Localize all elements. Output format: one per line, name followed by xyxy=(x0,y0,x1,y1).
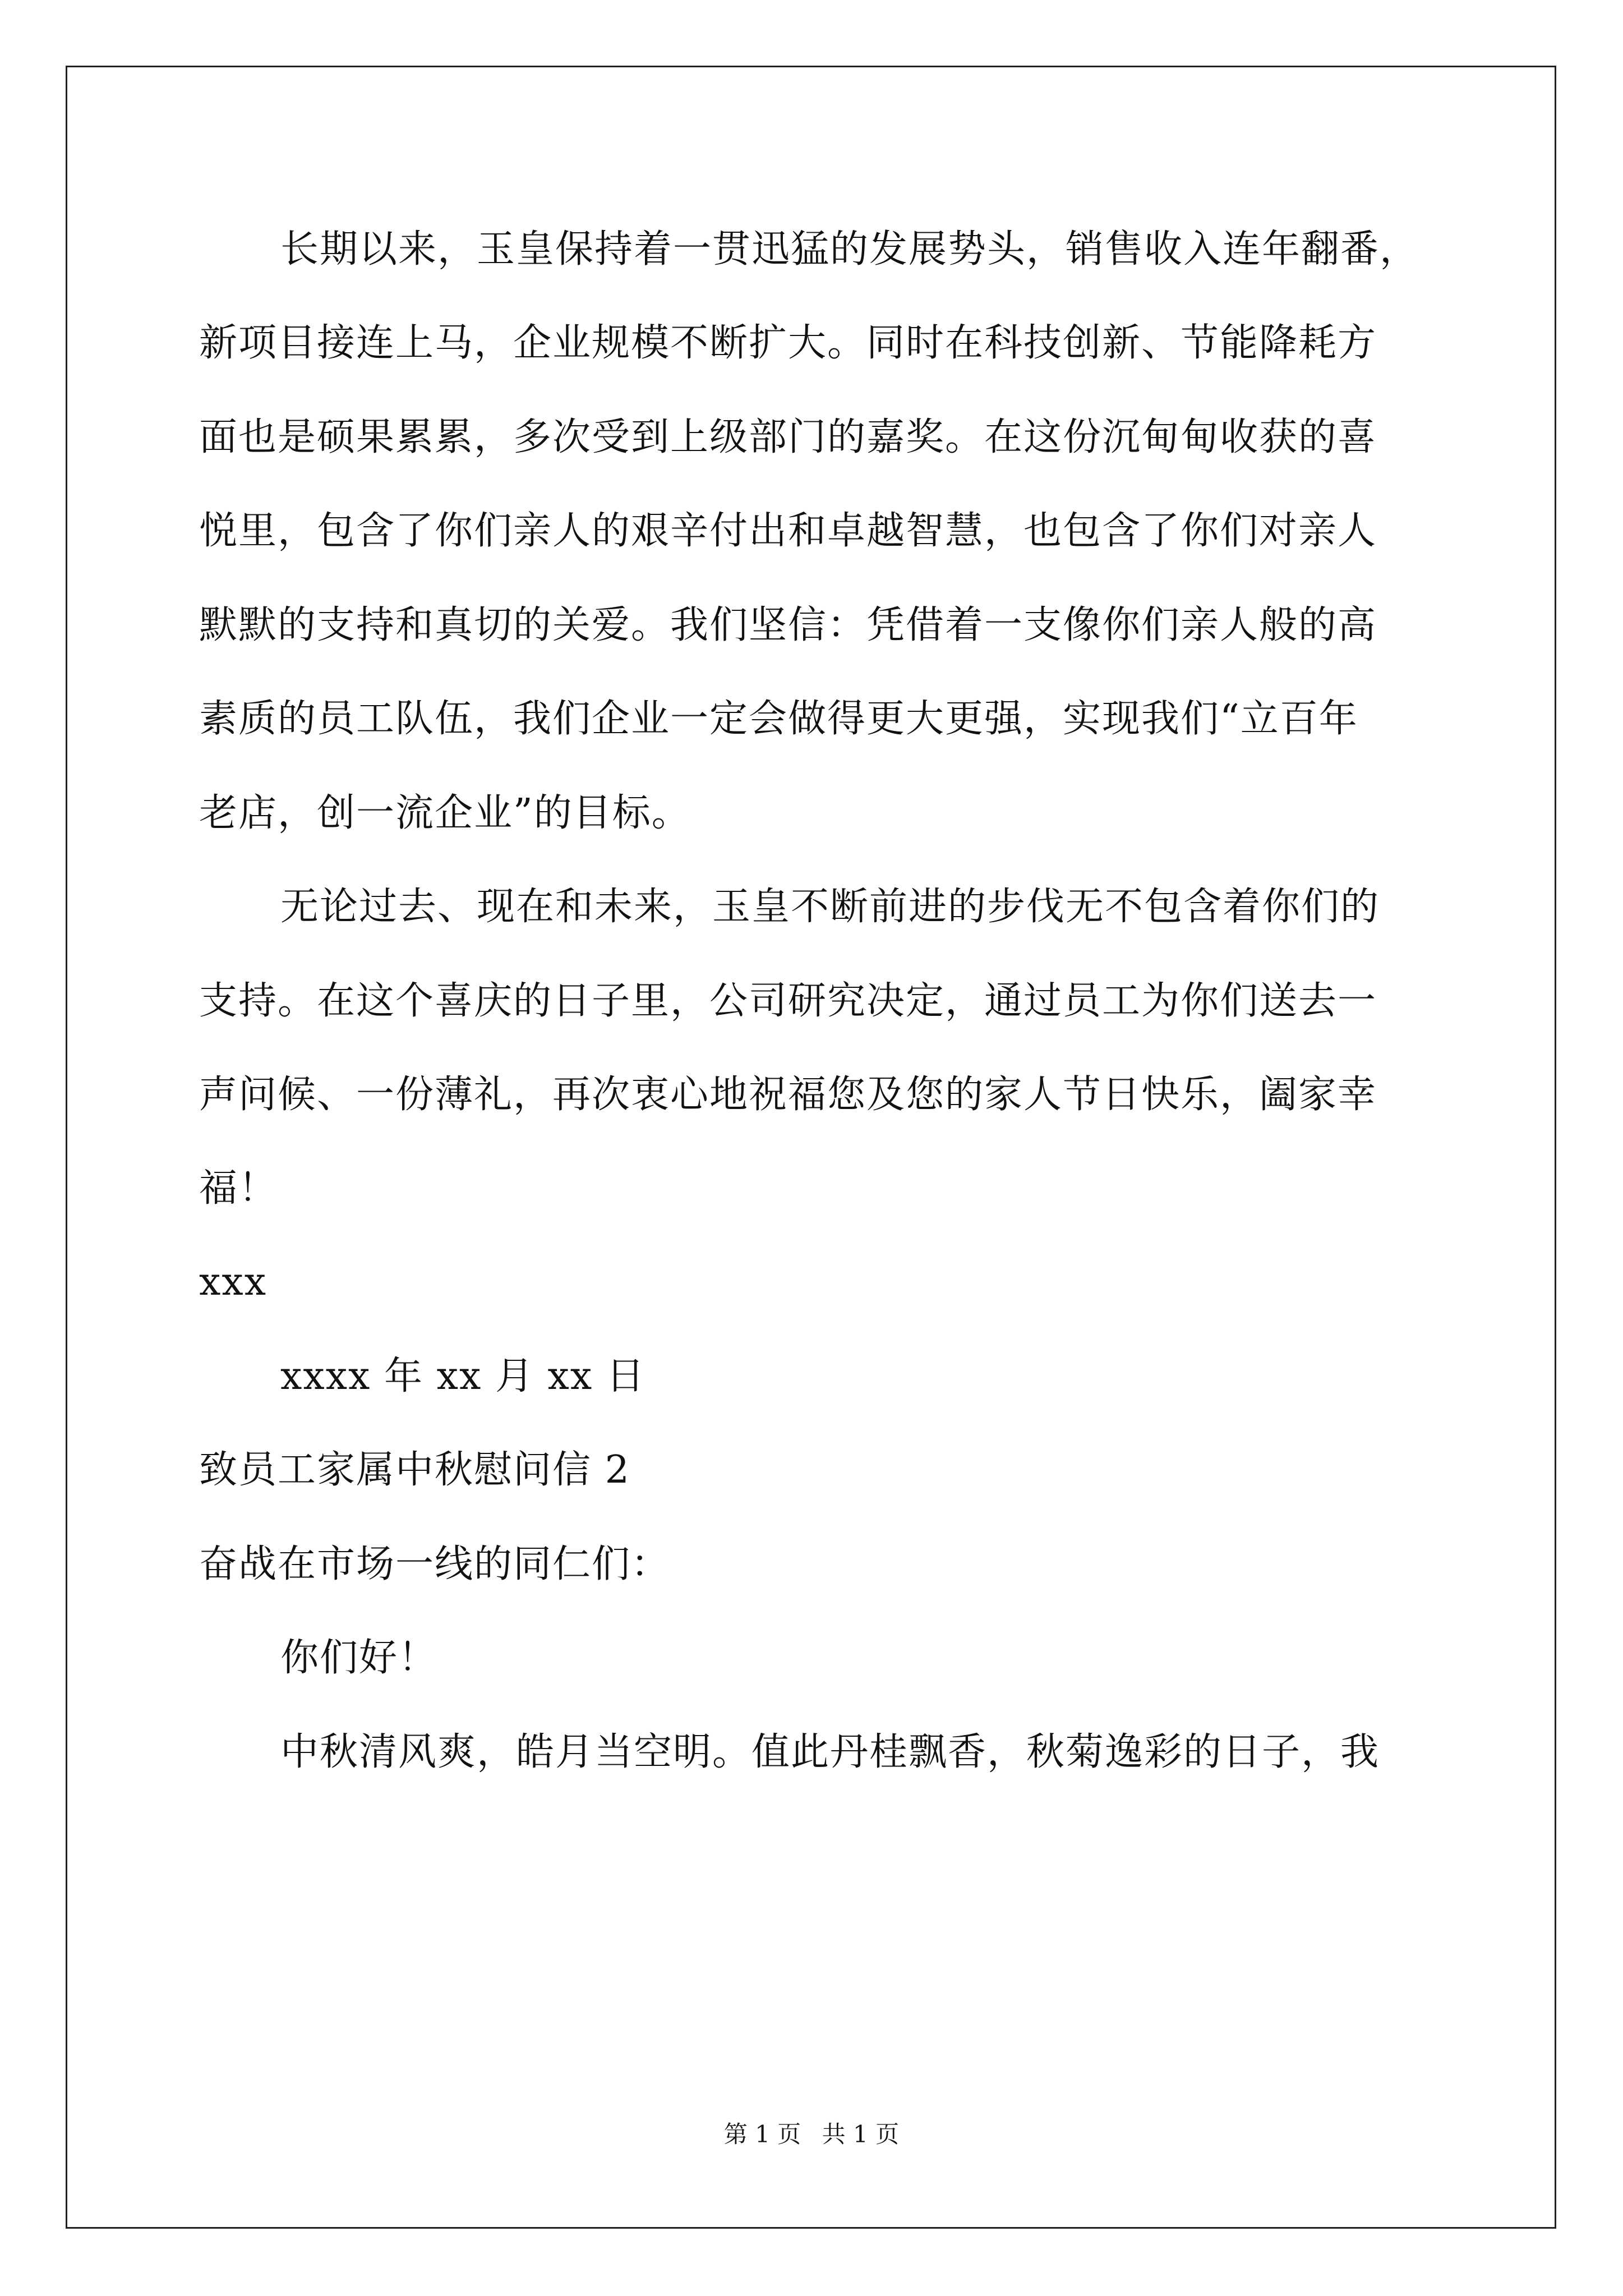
paragraph-line: 长期以来，玉皇保持着一贯迅猛的发展势头，销售收入连年翻番， xyxy=(280,227,1419,272)
signature-date: xxxx 年 xx 月 xx 日 xyxy=(280,1354,645,1398)
page-number-total: 共 1 页 xyxy=(822,2120,900,2148)
page-number-current: 第 1 页 xyxy=(723,2120,801,2148)
letter-title: 致员工家属中秋慰问信 2 xyxy=(199,1448,630,1492)
page-footer xyxy=(0,2120,1623,2148)
paragraph-line: 面也是硕果累累，多次受到上级部门的嘉奖。在这份沉甸甸收获的喜 xyxy=(199,415,1377,459)
paragraph-line: 素质的员工队伍，我们企业一定会做得更大更强，实现我们“立百年 xyxy=(199,697,1358,741)
paragraph-line: 老店，创一流企业”的目标。 xyxy=(199,791,691,835)
greeting: 你们好！ xyxy=(280,1636,438,1680)
paragraph-line: 福！ xyxy=(199,1166,278,1211)
paragraph-line: 支持。在这个喜庆的日子里，公司研究决定，通过员工为你们送去一 xyxy=(199,979,1377,1023)
paragraph-line: 默默的支持和真切的关爱。我们坚信：凭借着一支像你们亲人般的高 xyxy=(199,603,1377,647)
paragraph-line: 悦里，包含了你们亲人的艰辛付出和卓越智慧，也包含了你们对亲人 xyxy=(199,509,1377,553)
paragraph-line: 无论过去、现在和未来，玉皇不断前进的步伐无不包含着你们的 xyxy=(280,885,1380,929)
paragraph-line: 新项目接连上马，企业规模不断扩大。同时在科技创新、节能降耗方 xyxy=(199,321,1377,365)
paragraph-line: 声问候、一份薄礼，再次衷心地祝福您及您的家人节日快乐，阖家幸 xyxy=(199,1073,1377,1117)
salutation: 奋战在市场一线的同仁们： xyxy=(199,1542,671,1586)
paragraph-line: 中秋清风爽，皓月当空明。值此丹桂飘香，秋菊逸彩的日子，我 xyxy=(280,1730,1380,1774)
signature-name: xxx xyxy=(199,1260,268,1304)
page-border xyxy=(66,66,1556,2229)
